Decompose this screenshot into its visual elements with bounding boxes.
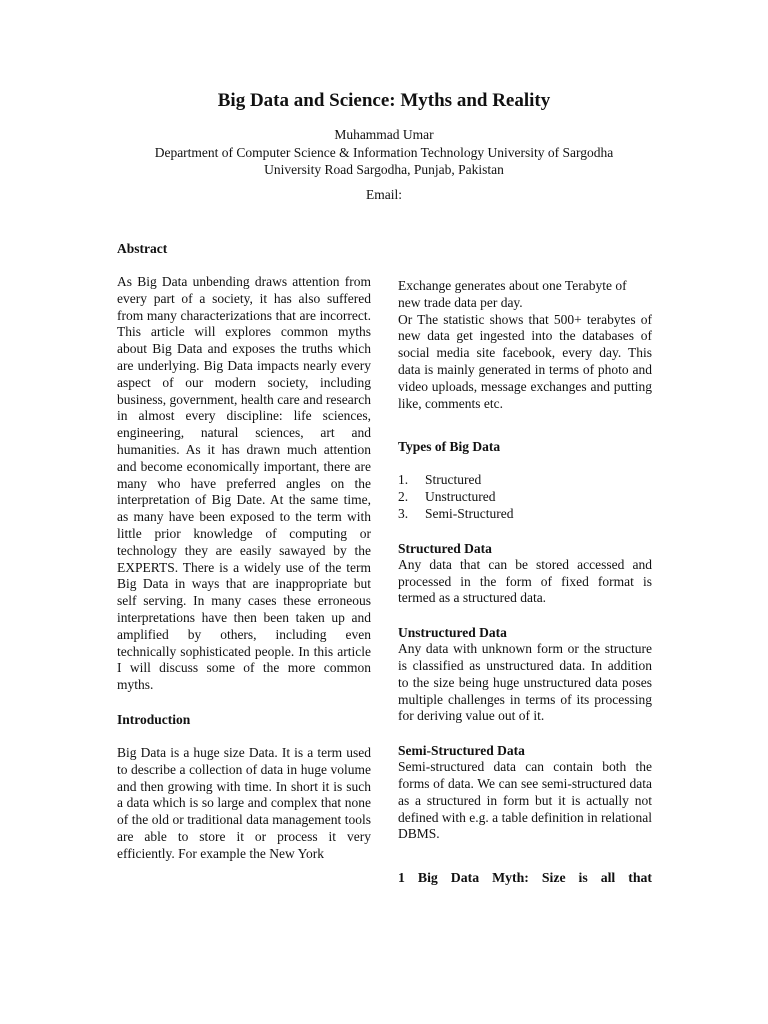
types-heading: Types of Big Data <box>398 439 501 455</box>
list-item: 3. Semi-Structured <box>398 505 514 521</box>
continuation-text: Exchange generates about one Terabyte of new trade data per day. <box>398 278 627 310</box>
author-name: Muhammad Umar <box>334 127 434 142</box>
structured-heading: Structured Data <box>398 540 492 556</box>
email-label: Email: <box>366 187 402 202</box>
semi-structured-text: Semi-structured data can contain both the forms of data. We can see semi-structured data as a structured in form but it is actually not defined with e.g. a table definition in relational DBMS. <box>398 759 652 842</box>
unstructured-text: Any data with unknown form or the structure is classified as unstructured data. In addition to the size being huge unstructured data poses multiple challenges in terms of its processing for deriving value out of it. <box>398 641 652 724</box>
introduction-heading: Introduction <box>117 711 191 727</box>
introduction-text: Big Data is a huge size Data. It is a term used to describe a collection of data in huge volume and then growing with time. In short it is such a data which is so large and complex that none of the old or traditional data management tools are able to store it or process it very efficiently. For example the New York <box>117 744 371 861</box>
myth-heading: 1 Big Data Myth: Size is all that <box>398 870 652 886</box>
right-column <box>398 278 652 886</box>
unstructured-heading: Unstructured Data <box>398 625 507 641</box>
statistic-text: Or The statistic shows that 500+ terabytes of new data get ingested into the databases of social media site facebook, every day. This data is mainly generated in terms of photo and video uploads, message exchanges and putting like, comments etc. <box>398 311 652 411</box>
author-affiliation <box>0 144 768 178</box>
affiliation-line-2: University Road Sargodha, Punjab, Pakistan <box>264 162 504 177</box>
affiliation-line-1: Department of Computer Science & Information Technology University of Sargodha <box>154 145 614 160</box>
types-list <box>398 472 652 522</box>
semi-structured-heading: Semi-Structured Data <box>398 743 525 759</box>
structured-text: Any data that can be stored accessed and processed in the form of fixed format is termed as a structured data. <box>398 556 652 606</box>
abstract-heading: Abstract <box>117 241 168 256</box>
abstract-text: As Big Data unbending draws attention from every part of a society, it has also suffered from many characterizations that are incorrect. This article will explores common myths about Big Data and exposes the truths which are underlying. Big Data impacts nearly every aspect of our modern society, including business, government, health care and research in almost every discipline: life sciences, engineering, natural sciences, art and humanities. As it has drawn much attention and become economically important, there are many who have preferred angles on the interpretation of Big Date. At the same time, as many have been exposed to the term with little prior knowledge of computing or technology they are easily sawayed by the EXPERTS. There is a widely use of the term Big Data in ways that are inappropriate but self serving. In many cases these erroneous interpretations have then been taken up and amplified by others, including even technically sophisticated people. In this article I will discuss some of the more common myths. <box>117 274 371 693</box>
paper-title: Big Data and Science: Myths and Reality <box>217 90 551 111</box>
list-item: 1. Structured <box>398 472 482 488</box>
list-item: 2. Unstructured <box>398 489 496 505</box>
left-column <box>117 240 371 863</box>
